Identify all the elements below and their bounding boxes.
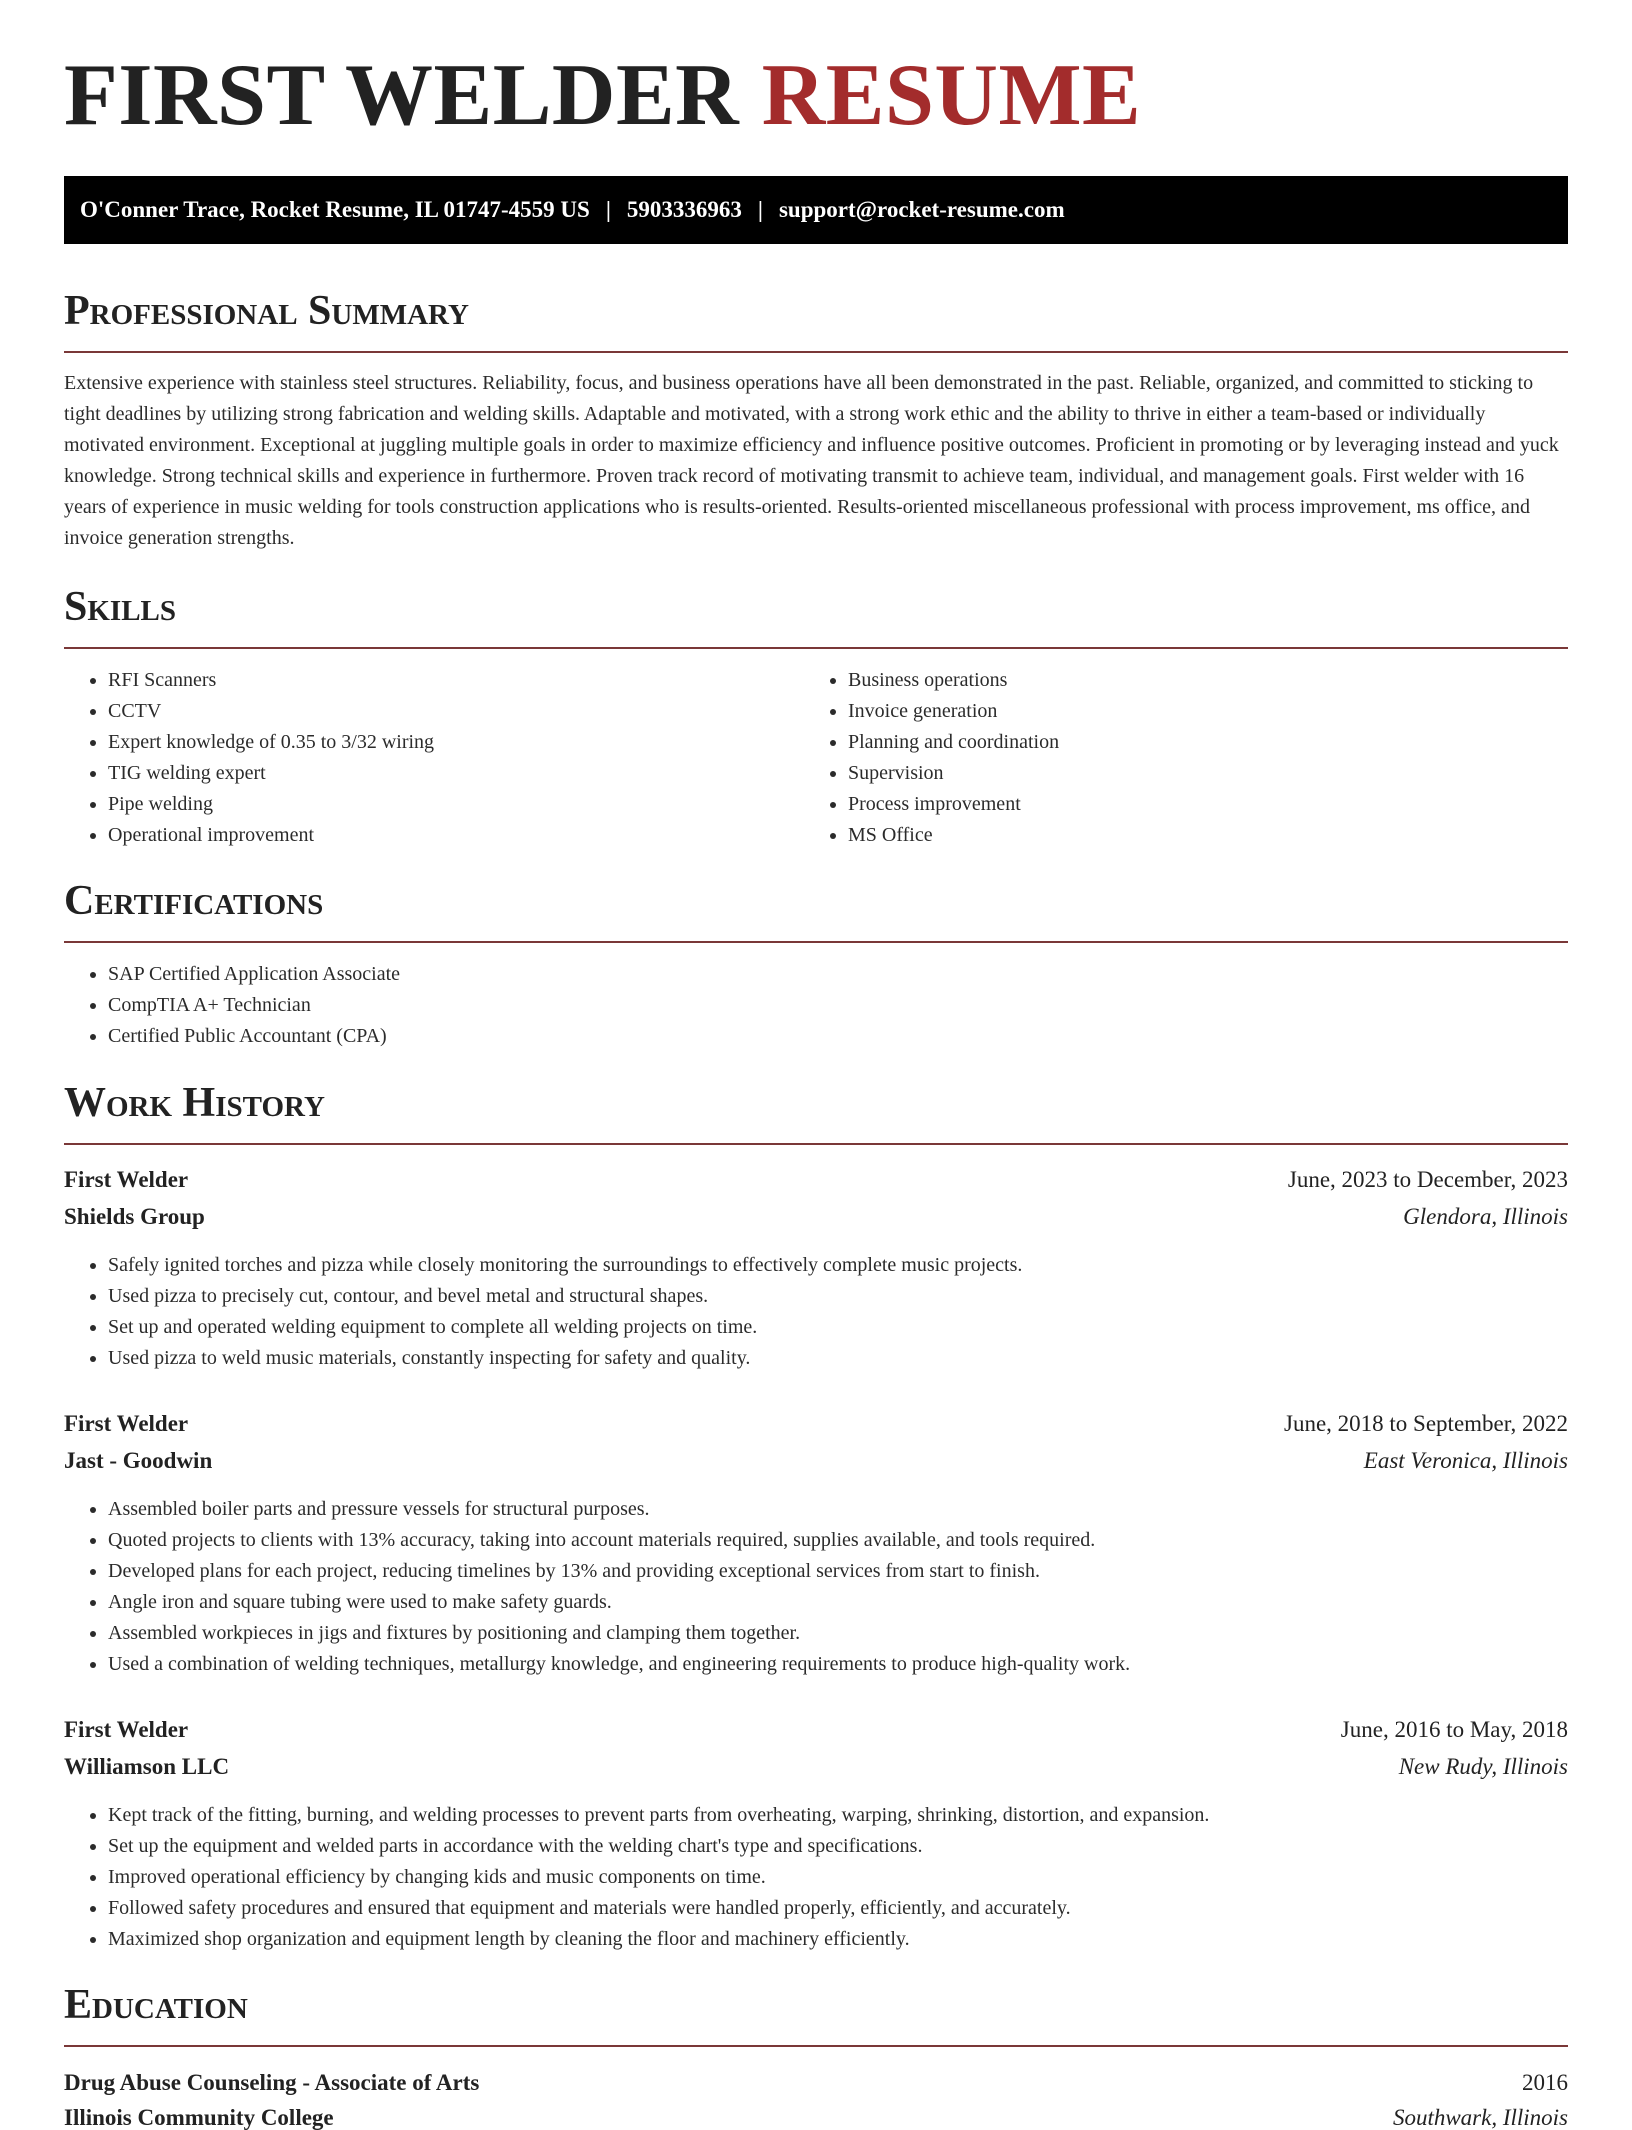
education-school: Illinois Community College (64, 2105, 334, 2130)
certification-item: • SAP Certified Application Associate (108, 959, 1568, 990)
job-dates: June, 2018 to September, 2022 (1284, 1411, 1568, 1436)
job-bullet: • Assembled boiler parts and pressure vessels for structural purposes. (108, 1494, 1568, 1525)
job-bullet: • Quoted projects to clients with 13% accuracy, taking into account materials required, supplies available, and tools required. (108, 1525, 1568, 1556)
skills-list-right (804, 665, 1548, 851)
job-bullet: • Maximized shop organization and equipment length by cleaning the floor and machinery efficiently. (108, 1924, 1568, 1955)
certification-item: • CompTIA A+ Technician (108, 990, 1568, 1021)
title-main: FIRST WELDER (64, 47, 762, 144)
skill-item: • Invoice generation (848, 696, 1548, 727)
contact-phone: 5903336963 (626, 197, 742, 222)
skill-item: • Pipe welding (108, 789, 808, 820)
summary-text: Extensive experience with stainless steel structures. Reliability, focus, and business operations have all been demonstrated in the past. Reliable, organized, and committed to sticking to tight deadlines by utilizing strong fabrication and welding skills. Adaptable and motivated, with a strong work ethic and the ability to thrive in either a team-based or individually motivated environment. Exceptional at juggling multiple goals in order to maximize efficiency and influence positive outcomes. Proficient in promoting or by leveraging instead and yuck knowledge. Strong technical skills and experience in furthermore. Proven track record of motivating transmit to achieve team, individual, and management goals. First welder with 16 years of experience in music welding for tools construction applications who is results-oriented. Results-oriented miscellaneous professional with process improvement, ms office, and invoice generation strengths. (64, 372, 1559, 549)
skill-item: • Supervision (848, 758, 1548, 789)
job-title: First Welder (64, 1411, 189, 1436)
job-location: East Veronica, Illinois (1363, 1448, 1568, 1473)
skill-item: • RFI Scanners (108, 665, 808, 696)
section-divider (64, 1143, 1568, 1145)
job-bullet: • Developed plans for each project, reducing timelines by 13% and providing exceptional services from start to finish. (108, 1556, 1568, 1587)
certifications-heading: Certifications (64, 878, 324, 924)
job-bullet: • Improved operational efficiency by changing kids and music components on time. (108, 1862, 1568, 1893)
job-company: Jast - Goodwin (64, 1448, 213, 1473)
work-history-heading: Work History (64, 1080, 325, 1126)
education-year: 2016 (1522, 2070, 1568, 2095)
job-bullet: • Followed safety procedures and ensured that equipment and materials were handled properly, efficiently, and accurately. (108, 1893, 1568, 1924)
certification-item: • Certified Public Accountant (CPA) (108, 1021, 1568, 1052)
job-bullet: • Used a combination of welding techniques, metallurgy knowledge, and engineering requirements to produce high-quality work. (108, 1649, 1568, 1680)
skill-item: • Operational improvement (108, 820, 808, 851)
education-location: Southwark, Illinois (1392, 2105, 1568, 2130)
contact-separator: | (757, 197, 763, 222)
summary-heading: Professional Summary (64, 288, 469, 334)
section-divider (64, 351, 1568, 353)
education-heading: Education (64, 1982, 248, 2028)
job-company: Williamson LLC (64, 1754, 230, 1779)
section-divider (64, 2045, 1568, 2047)
job-bullets (64, 1494, 1568, 1680)
contact-bar (64, 176, 1568, 244)
job-title: First Welder (64, 1167, 189, 1192)
title-accent: RESUME (761, 47, 1142, 144)
job-company: Shields Group (64, 1204, 205, 1229)
job-bullet: • Angle iron and square tubing were used to make safety guards. (108, 1587, 1568, 1618)
skill-item: • Process improvement (848, 789, 1548, 820)
contact-address: O'Conner Trace, Rocket Resume, IL 01747-4559 US (80, 197, 590, 222)
skill-item: • CCTV (108, 696, 808, 727)
education-degree: Drug Abuse Counseling - Associate of Arts (64, 2070, 480, 2095)
job-location: Glendora, Illinois (1403, 1204, 1568, 1229)
job-bullet: • Used pizza to precisely cut, contour, and bevel metal and structural shapes. (108, 1281, 1568, 1312)
job-bullet: • Assembled workpieces in jigs and fixtures by positioning and clamping them together. (108, 1618, 1568, 1649)
skill-item: • TIG welding expert (108, 758, 808, 789)
job-bullet: • Used pizza to weld music materials, constantly inspecting for safety and quality. (108, 1343, 1568, 1374)
certifications-list (64, 959, 1568, 1052)
resume-title (64, 47, 1142, 144)
job-dates: June, 2023 to December, 2023 (1287, 1167, 1568, 1192)
job-bullet: • Set up the equipment and welded parts in accordance with the welding chart's type and specifications. (108, 1831, 1568, 1862)
contact-email: support@rocket-resume.com (778, 197, 1065, 222)
job-bullets (64, 1250, 1568, 1374)
section-divider (64, 647, 1568, 649)
job-bullet: • Kept track of the fitting, burning, and welding processes to prevent parts from overheating, warping, shrinking, distortion, and expansion. (108, 1800, 1568, 1831)
skills-heading: Skills (64, 584, 177, 630)
section-divider (64, 941, 1568, 943)
skills-list-left (64, 665, 808, 851)
job-bullet: • Safely ignited torches and pizza while closely monitoring the surroundings to effectively complete music projects. (108, 1250, 1568, 1281)
job-title: First Welder (64, 1717, 189, 1742)
contact-separator: | (605, 197, 611, 222)
skill-item: • Planning and coordination (848, 727, 1548, 758)
job-bullet: • Set up and operated welding equipment to complete all welding projects on time. (108, 1312, 1568, 1343)
job-location: New Rudy, Illinois (1398, 1754, 1568, 1779)
skill-item: • MS Office (848, 820, 1548, 851)
job-dates: June, 2016 to May, 2018 (1340, 1717, 1568, 1742)
job-bullets (64, 1800, 1568, 1955)
skill-item: • Expert knowledge of 0.35 to 3/32 wiring (108, 727, 808, 758)
skill-item: • Business operations (848, 665, 1548, 696)
